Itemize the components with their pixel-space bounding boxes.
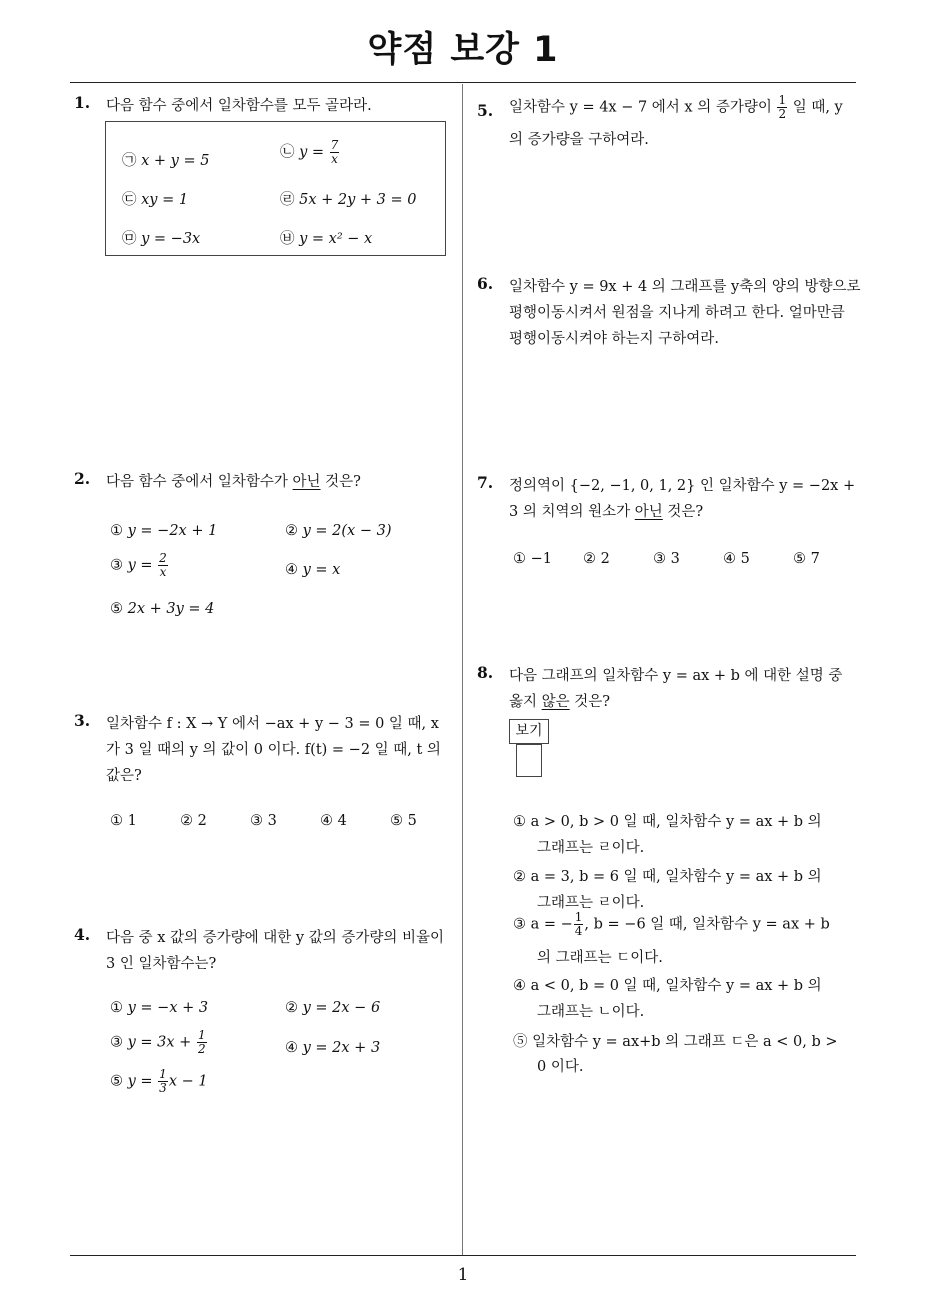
choice-mark: ① (513, 551, 526, 567)
choice-value: 3 (267, 813, 277, 829)
item-mark: ㉤ (122, 231, 137, 247)
choice-expr: y = 2x − 6 (302, 1000, 381, 1016)
choice-mark: ① (513, 814, 526, 830)
choice-3[interactable] (110, 552, 169, 579)
underlined-word: 아닌 (292, 474, 321, 490)
choice-mark: ① (110, 1000, 123, 1016)
question-line: 다음 중 x 값의 증가량에 대한 y 값의 증가량의 비율이 (106, 930, 444, 946)
choice-mark: ③ (513, 916, 526, 933)
item-mark: ㉡ (280, 144, 295, 161)
fraction (330, 139, 340, 166)
choice-3[interactable] (110, 1029, 208, 1056)
text-part: 것은? (569, 694, 611, 710)
choice-mark: ④ (723, 551, 736, 567)
question-line: 정의역이 {−2, −1, 0, 1, 2} 인 일차함수 y = −2x + (509, 478, 856, 494)
question-text: 다음 함수 중에서 일차함수를 모두 골라라. (106, 98, 372, 114)
choice-expr: y = 2x + 3 (302, 1040, 381, 1056)
choice-value: 3 (670, 551, 680, 567)
bogi-box (516, 744, 542, 777)
choice-mark: ③ (110, 557, 123, 574)
choice-value: 7 (810, 551, 820, 567)
choice-value: 2 (600, 551, 610, 567)
question-number: 6. (477, 274, 494, 293)
choice-value: −1 (530, 551, 552, 567)
choice-expr: y = 2(x − 3) (302, 523, 392, 539)
choice-rhs: x − 1 (168, 1073, 208, 1090)
underlined-word: 않은 (541, 694, 570, 710)
choice-mark: ② (583, 551, 596, 567)
question-line: 값은? (106, 768, 142, 784)
question-line: 평행이동시켜서 원점을 지나게 하려고 한다. 얼마만큼 (509, 305, 845, 321)
choice-2[interactable] (180, 813, 207, 829)
item-expr: x + y = 5 (141, 153, 210, 169)
question-number: 3. (74, 711, 91, 730)
choice-4[interactable] (513, 974, 822, 995)
choice-value: 4 (337, 813, 347, 829)
text-part: 옳지 (509, 694, 542, 710)
question-number: 1. (74, 93, 91, 112)
choice-line: , b = −6 일 때, 일차함수 y = ax + b (584, 916, 830, 933)
question-line (509, 94, 843, 121)
choice-3-line2: 의 그래프는 ㄷ이다. (537, 950, 663, 966)
choice-mark: ② (285, 1000, 298, 1016)
fraction-numerator: 7 (330, 138, 339, 152)
question-line: 일차함수 f : X → Y 에서 −ax + y − 3 = 0 일 때, x (106, 716, 439, 732)
text-part: 일차함수 y = 4x − 7 에서 x 의 증가량이 (509, 99, 772, 116)
choice-5-line2: 0 이다. (537, 1059, 584, 1075)
choice-2[interactable] (513, 865, 822, 886)
question-line: 가 3 일 때의 y 의 값이 0 이다. f(t) = −2 일 때, t 의 (106, 742, 441, 758)
choice-mark: ④ (285, 1040, 298, 1056)
question-line: 의 증가량을 구하여라. (509, 132, 649, 148)
item-1 (122, 149, 209, 170)
choice-1[interactable] (110, 1000, 208, 1016)
choice-value: 1 (127, 813, 137, 829)
choice-line: a < 0, b = 0 일 때, 일차함수 y = ax + b 의 (530, 978, 822, 994)
fraction (158, 552, 168, 579)
text-part: 다음 함수 중에서 일차함수가 (106, 474, 293, 490)
choice-1[interactable] (513, 551, 552, 567)
item-2 (280, 139, 340, 166)
footer-rule (70, 1255, 856, 1256)
fraction-denominator: 4 (574, 924, 583, 938)
item-expr: xy = 1 (141, 192, 189, 208)
page-number: 1 (457, 1265, 469, 1285)
text-part: 일 때, y (792, 99, 843, 116)
fraction (158, 1068, 168, 1095)
choice-mark: ② (513, 869, 526, 885)
choice-lhs: y = (127, 1073, 153, 1090)
choice-3[interactable] (513, 911, 830, 938)
choice-3[interactable] (653, 551, 680, 567)
choice-value: 5 (407, 813, 417, 829)
choice-2-line2: 그래프는 ㄹ이다. (537, 895, 645, 911)
item-6 (280, 227, 372, 248)
choice-mark: ④ (320, 813, 333, 829)
question-number: 2. (74, 469, 91, 488)
question-number: 4. (74, 925, 91, 944)
choice-5[interactable] (793, 551, 820, 567)
choice-mark: ③ (250, 813, 263, 829)
choice-5[interactable] (390, 813, 417, 829)
choice-line: a > 0, b > 0 일 때, 일차함수 y = ax + b 의 (530, 814, 822, 830)
item-5 (122, 227, 200, 248)
choice-mark: ① (110, 813, 123, 829)
question-line: 3 인 일차함수는? (106, 956, 217, 972)
text-part: 것은? (662, 504, 704, 520)
text-part: 것은? (320, 474, 361, 490)
fraction-denominator: x (159, 565, 167, 579)
choice-mark: ④ (285, 562, 298, 578)
question-number: 8. (477, 663, 494, 682)
item-lhs: y = (299, 144, 325, 161)
choice-2[interactable] (583, 551, 610, 567)
item-expr: y = −3x (141, 231, 201, 247)
fraction-denominator: 2 (197, 1042, 206, 1056)
choice-expr: y = −2x + 1 (127, 523, 218, 539)
question-number: 7. (477, 473, 494, 492)
fraction-numerator: 1 (159, 1067, 167, 1081)
question-line (509, 500, 703, 521)
fraction-numerator: 1 (574, 910, 583, 924)
question-text (106, 470, 361, 491)
choice-value: 5 (740, 551, 750, 567)
bogi-label: 보기 (509, 719, 549, 744)
fraction-denominator: 2 (778, 107, 787, 121)
fraction-numerator: 1 (197, 1028, 206, 1042)
choice-1-line2: 그래프는 ㄹ이다. (537, 840, 645, 856)
choice-value: 2 (197, 813, 207, 829)
choice-line: a = 3, b = 6 일 때, 일차함수 y = ax + b 의 (530, 869, 822, 885)
item-mark: ㉢ (122, 192, 137, 208)
choice-2[interactable] (285, 1000, 380, 1016)
choice-4[interactable] (285, 562, 340, 578)
choice-mark: ⑤ (110, 1073, 123, 1090)
choice-mark: ② (180, 813, 193, 829)
choice-2[interactable] (285, 523, 391, 539)
item-mark: ㉥ (280, 231, 295, 247)
choice-mark: ③ (110, 1034, 123, 1051)
question-line (509, 690, 610, 711)
choice-expr: y = −x + 3 (127, 1000, 209, 1016)
choice-4[interactable] (723, 551, 750, 567)
choice-mark: ⑤ (793, 551, 806, 567)
choice-mark: ② (285, 523, 298, 539)
fraction-denominator: x (331, 152, 338, 166)
item-4 (280, 188, 416, 209)
column-divider (462, 84, 463, 1256)
item-expr: 5x + 2y + 3 = 0 (299, 192, 417, 208)
fraction-numerator: 2 (159, 551, 167, 565)
choice-mark: ⑤ (513, 1034, 528, 1050)
fraction (197, 1029, 207, 1056)
choice-5[interactable] (110, 1068, 208, 1095)
choice-4-line2: 그래프는 ㄴ이다. (537, 1004, 645, 1020)
item-mark: ㉠ (122, 153, 137, 169)
fraction-denominator: 3 (159, 1081, 167, 1095)
underlined-word: 아닌 (634, 504, 663, 520)
choice-1[interactable] (110, 523, 217, 539)
question-line: 다음 그래프의 일차함수 y = ax + b 에 대한 설명 중 (509, 668, 843, 684)
item-expr: y = x² − x (299, 231, 373, 247)
choice-4[interactable] (285, 1040, 380, 1056)
fraction (574, 911, 584, 938)
question-number: 5. (477, 101, 494, 120)
question-line: 평행이동시켜야 하는지 구하여라. (509, 331, 719, 347)
item-mark: ㉣ (280, 192, 295, 208)
item-3 (122, 188, 188, 209)
choice-5[interactable] (110, 601, 214, 617)
choice-mark: ⑤ (390, 813, 403, 829)
choice-lhs: y = 3x + (127, 1034, 192, 1051)
choice-expr: y = x (302, 562, 341, 578)
text-part: 3 의 치역의 원소가 (509, 504, 635, 520)
choice-1[interactable] (513, 810, 822, 831)
choice-lhs: y = (127, 557, 153, 574)
choice-mark: ④ (513, 978, 526, 994)
choice-mark: ① (110, 523, 123, 539)
page-title: 약점 보강 1 (367, 30, 559, 70)
choice-mark: ③ (653, 551, 666, 567)
choice-1[interactable] (110, 813, 137, 829)
choice-line: a = − (530, 916, 573, 933)
question-line: 일차함수 y = 9x + 4 의 그래프를 y축의 양의 방향으로 (509, 279, 861, 295)
choice-3[interactable] (250, 813, 277, 829)
choice-4[interactable] (320, 813, 347, 829)
choice-5[interactable] (513, 1030, 838, 1051)
fraction-numerator: 1 (778, 93, 787, 107)
choice-expr: 2x + 3y = 4 (127, 601, 215, 617)
choice-line: 일차함수 y = ax+b 의 그래프 ㄷ은 a < 0, b > (532, 1034, 838, 1050)
choice-mark: ⑤ (110, 601, 123, 617)
fraction (777, 94, 787, 121)
